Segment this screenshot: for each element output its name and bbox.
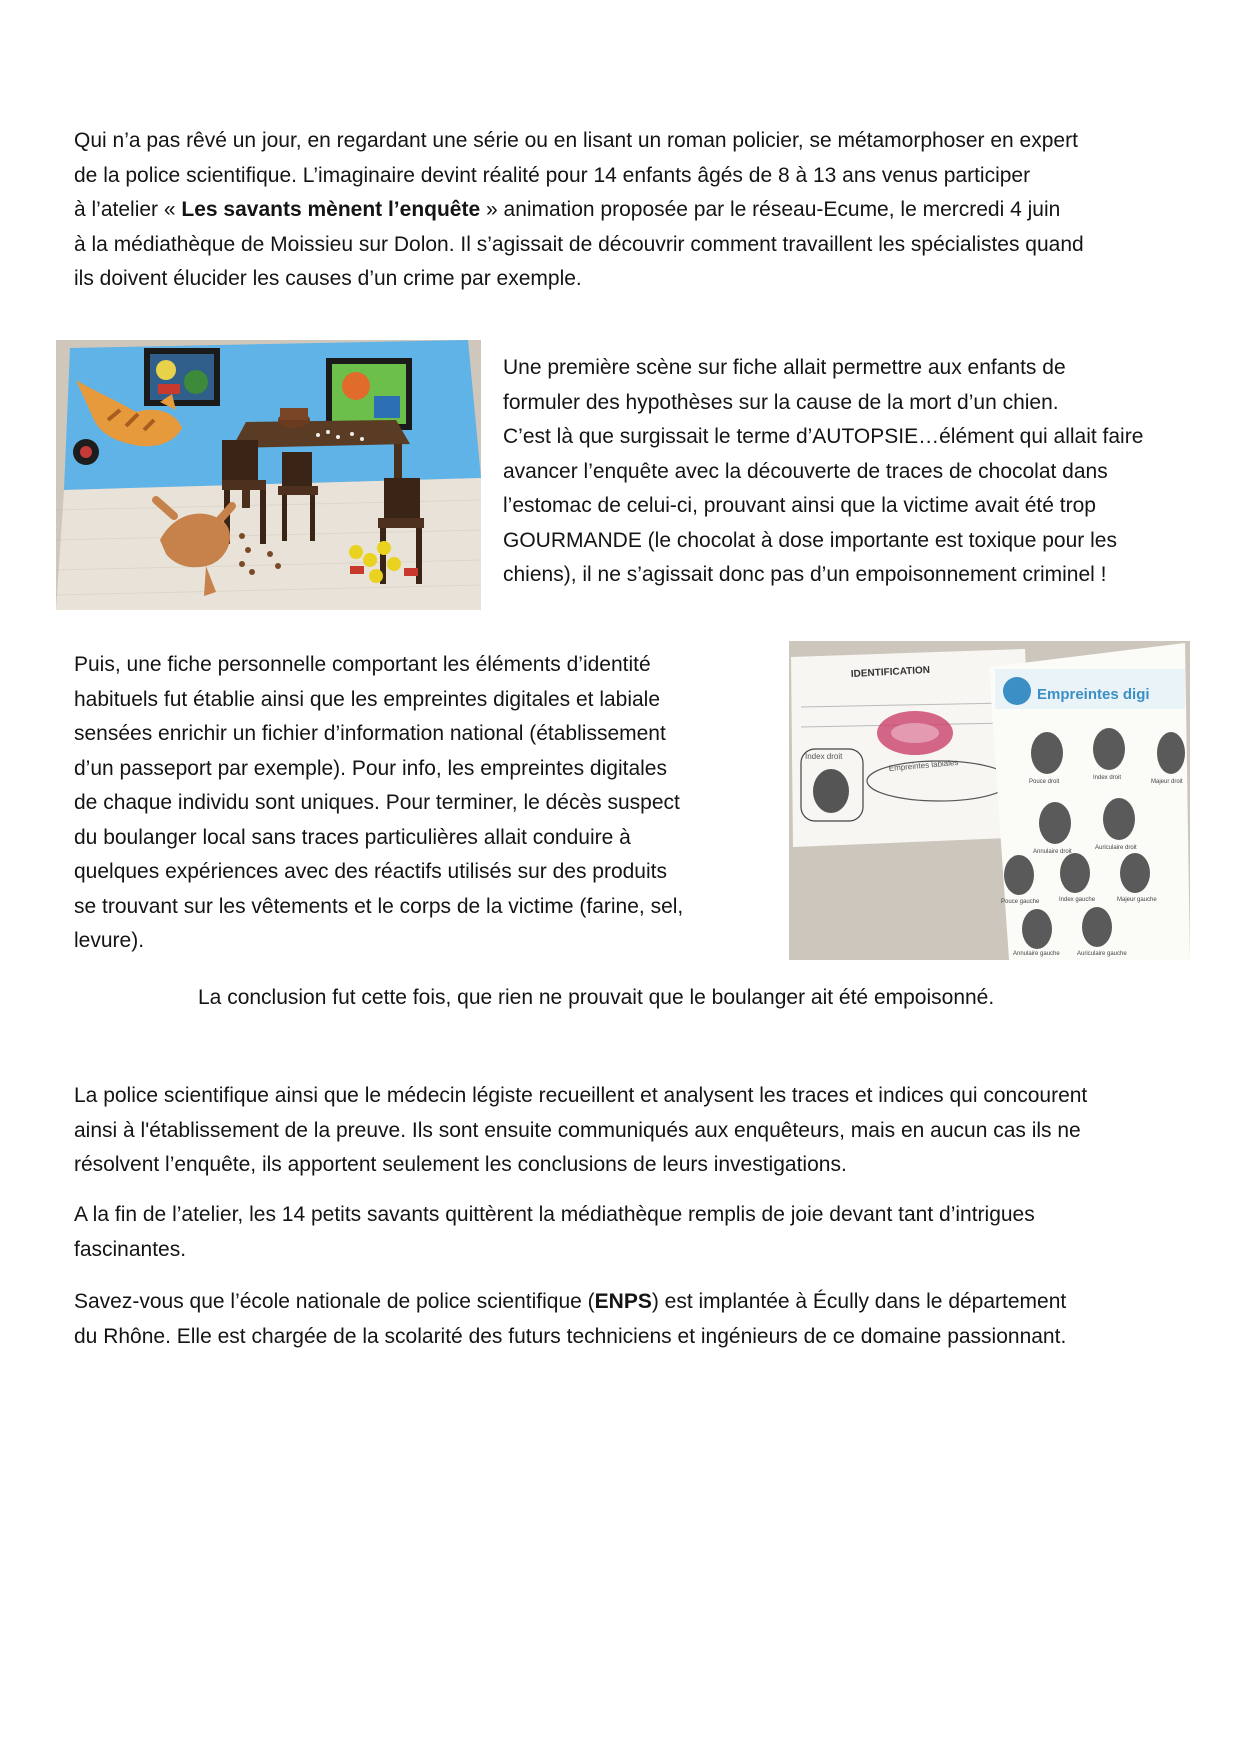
text-line [74, 193, 1084, 228]
text-line: résolvent l’enquête, ils apportent seulement les conclusions de leurs investigations. [74, 1153, 847, 1176]
index-right-label: Index droit [805, 752, 843, 761]
little-right-label: Auriculaire droit [1095, 845, 1137, 851]
text-line: du Rhône. Elle est chargée de la scolarité des futurs techniciens et ingénieurs de ce domaine passionnant. [74, 1324, 1067, 1348]
text-line: Puis, une fiche personnelle comportant les éléments d’identité [74, 653, 651, 676]
text-line [74, 1285, 1066, 1320]
text-line: levure). [74, 929, 145, 952]
forensic-police-paragraph [74, 1079, 1087, 1183]
text-segment: à l’atelier « [74, 198, 182, 221]
fingerprint-sheets-illustration [789, 641, 1190, 960]
workshop-end-paragraph [74, 1198, 1035, 1267]
identity-sheet-paragraph [74, 648, 683, 959]
index-right-label-2: Index droit [1093, 775, 1122, 781]
text-line: fascinantes. [74, 1237, 187, 1261]
text-line: de chaque individu sont uniques. Pour terminer, le décès suspect [74, 791, 680, 814]
text-line: sensées enrichir un fichier d’information national (établissement [74, 722, 666, 745]
text-line: de la police scientifique. L’imaginaire devint réalité pour 14 enfants âgés de 8 à 13 ans venus participer [74, 163, 1031, 187]
text-line: chiens), il ne s’agissait donc pas d’un empoisonnement criminel ! [503, 563, 1107, 586]
ring-right-label: Annulaire droit [1033, 849, 1072, 855]
enps-paragraph [74, 1285, 1066, 1354]
text-segment: Savez-vous que l’école nationale de police scientifique ( [74, 1290, 595, 1313]
fingerprints-heading: Empreintes digi [1037, 686, 1150, 703]
text-line: d’un passeport par exemple). Pour info, les empreintes digitales [74, 756, 667, 780]
thumb-left-label: Pouce gauche [1001, 899, 1040, 905]
text-line: formuler des hypothèses sur la cause de la mort d’un chien. [503, 390, 1059, 414]
text-segment: ) est implantée à Écully dans le département [651, 1290, 1067, 1313]
text-line: habituels fut établie ainsi que les empreintes digitales et labiale [74, 687, 661, 711]
crime-scene-paragraph [503, 351, 1143, 593]
ring-left-label: Annulaire gauche [1013, 951, 1060, 957]
text-line: C’est là que surgissait le terme d’AUTOPSIE…élément qui allait faire [503, 425, 1144, 448]
intro-paragraph [74, 124, 1084, 297]
text-line: GOURMANDE (le chocolat à dose importante est toxique pour les [503, 528, 1117, 552]
text-line: du boulanger local sans traces particulières allait conduire à [74, 825, 631, 849]
text-line: A la fin de l’atelier, les 14 petits savants quittèrent la médiathèque remplis de joie devant tant d’intrigues [74, 1203, 1035, 1226]
text-segment: » animation proposée par le réseau-Ecume, le mercredi 4 juin [480, 198, 1061, 221]
crime-scene-photo [56, 340, 481, 610]
text-line: La police scientifique ainsi que le médecin légiste recueillent et analysent les traces et indices qui concourent [74, 1084, 1088, 1107]
enps-acronym: ENPS [594, 1290, 652, 1313]
text-line: Une première scène sur fiche allait permettre aux enfants de [503, 356, 1066, 379]
crime-scene-illustration [56, 340, 481, 610]
thumb-right-label: Pouce droit [1029, 779, 1060, 785]
middle-right-label: Majeur droit [1151, 779, 1183, 785]
text-line: ils doivent élucider les causes d’un crime par exemple. [74, 267, 582, 290]
conclusion-line: La conclusion fut cette fois, que rien ne prouvait que le boulanger ait été empoisonné. [198, 986, 995, 1009]
index-left-label: Index gauche [1059, 897, 1096, 903]
middle-left-label: Majeur gauche [1117, 897, 1157, 903]
text-line: avancer l’enquête avec la découverte de traces de chocolat dans [503, 459, 1108, 483]
text-line: quelques expériences avec des réactifs utilisés sur des produits [74, 860, 667, 883]
identification-heading: IDENTIFICATION [850, 664, 931, 680]
fingerprint-sheets-photo [789, 641, 1190, 960]
text-line: à la médiathèque de Moissieu sur Dolon. Il s’agissait de découvrir comment travaillent les spécialistes quand [74, 232, 1084, 256]
little-left-label: Auriculaire gauche [1077, 951, 1127, 957]
text-line: ainsi à l'établissement de la preuve. Ils sont ensuite communiqués aux enquêteurs, mais en aucun cas ils ne [74, 1118, 1081, 1142]
workshop-title: Les savants mènent l’enquête [181, 198, 481, 221]
text-line: se trouvant sur les vêtements et le corps de la victime (farine, sel, [74, 894, 684, 918]
text-line: l’estomac de celui-ci, prouvant ainsi que la victime avait été trop [503, 494, 1096, 517]
lip-prints-label: Empreintes labiales [888, 757, 959, 773]
text-line: Qui n’a pas rêvé un jour, en regardant une série ou en lisant un roman policier, se métamorphoser en expert [74, 129, 1078, 152]
